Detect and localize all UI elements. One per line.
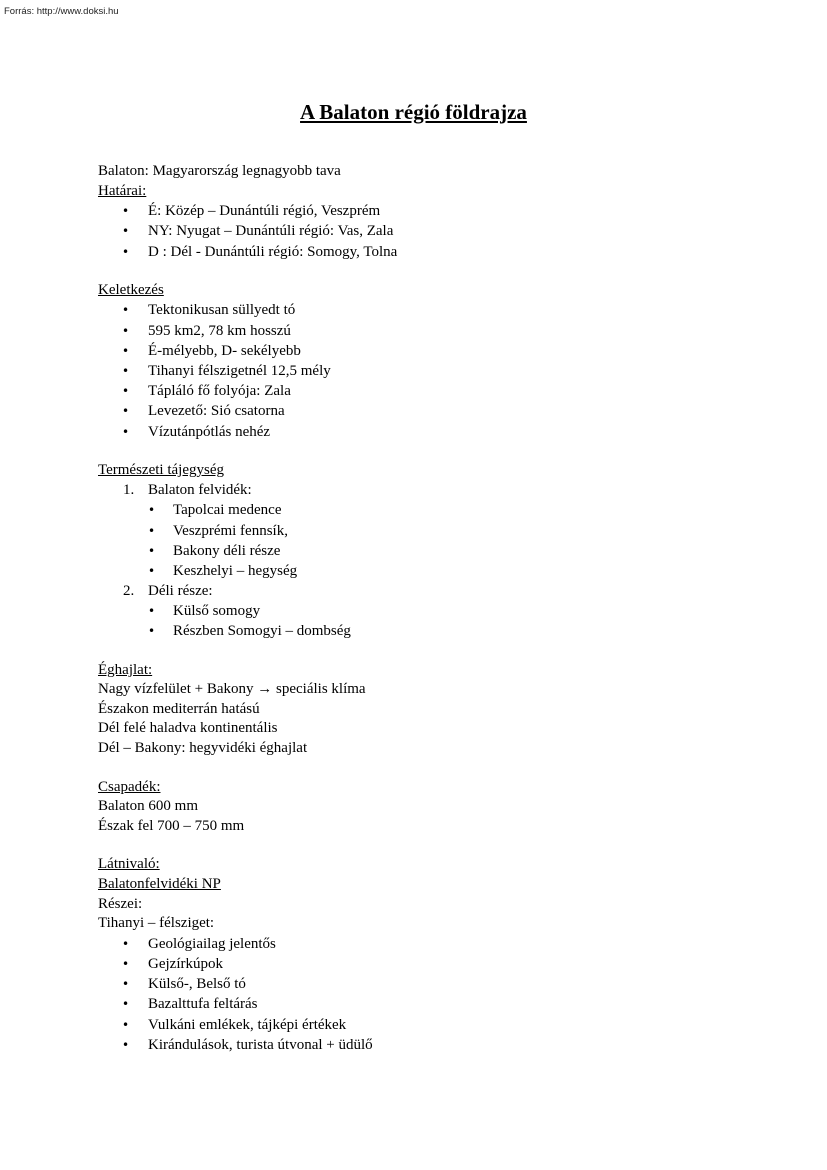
page-title: A Balaton régió földrajza bbox=[300, 100, 527, 124]
borders-list bbox=[98, 201, 738, 262]
climate-heading: Éghajlat: bbox=[98, 661, 153, 678]
parts-label: Részei: bbox=[98, 895, 143, 912]
climate-line: Dél felé haladva kontinentális bbox=[98, 720, 278, 737]
list-item: • Tektonikusan süllyedt tó bbox=[98, 300, 738, 320]
climate-line: Nagy vízfelület + Bakony → speciális klíma bbox=[98, 681, 366, 698]
list-item: • Vulkáni emlékek, tájképi értékek bbox=[98, 1015, 738, 1035]
source-attribution: Forrás: http://www.doksi.hu bbox=[4, 6, 119, 17]
landscape-group-1-list bbox=[98, 500, 738, 581]
list-item: • Tápláló fő folyója: Zala bbox=[98, 381, 738, 401]
national-park-name: Balatonfelvidéki NP bbox=[98, 875, 221, 892]
list-item: • Gejzírkúpok bbox=[98, 954, 738, 974]
list-item: • Tapolcai medence bbox=[98, 500, 738, 520]
group-number: 2. bbox=[123, 583, 135, 600]
origin-heading: Keletkezés bbox=[98, 281, 164, 298]
precipitation-heading: Csapadék: bbox=[98, 778, 161, 795]
landscape-group-2 bbox=[98, 581, 738, 601]
group-number: 1. bbox=[123, 482, 135, 499]
precipitation-line: Balaton 600 mm bbox=[98, 798, 198, 815]
list-item: • Levezető: Sió csatorna bbox=[98, 401, 738, 421]
list-item: • Veszprémi fennsík, bbox=[98, 521, 738, 541]
list-item: • Részben Somogyi – dombség bbox=[98, 621, 738, 641]
sights-heading: Látnivaló: bbox=[98, 856, 160, 873]
landscape-heading: Természeti tájegység bbox=[98, 461, 224, 478]
climate-line: Északon mediterrán hatású bbox=[98, 700, 260, 717]
list-item: • 595 km2, 78 km hosszú bbox=[98, 321, 738, 341]
list-item: • Vízutánpótlás nehéz bbox=[98, 422, 738, 442]
list-item: • É: Közép – Dunántúli régió, Veszprém bbox=[98, 201, 738, 221]
list-item: • Külső somogy bbox=[98, 601, 738, 621]
sights-list bbox=[98, 934, 738, 1055]
intro-line: Balaton: Magyarország legnagyobb tava bbox=[98, 163, 341, 179]
list-item: • Tihanyi félszigetnél 12,5 mély bbox=[98, 361, 738, 381]
landscape-group-1 bbox=[98, 480, 738, 500]
precipitation-line: Észak fel 700 – 750 mm bbox=[98, 817, 245, 834]
peninsula-label: Tihanyi – félsziget: bbox=[98, 915, 215, 932]
climate-line: Dél – Bakony: hegyvidéki éghajlat bbox=[98, 740, 308, 756]
list-item: • Bakony déli része bbox=[98, 541, 738, 561]
landscape-group-2-list bbox=[98, 601, 738, 641]
document-body bbox=[98, 162, 738, 1055]
list-item: • Geológiailag jelentős bbox=[98, 934, 738, 954]
list-item: • Bazalttufa feltárás bbox=[98, 994, 738, 1014]
list-item: • NY: Nyugat – Dunántúli régió: Vas, Zala bbox=[98, 221, 738, 241]
group-label: Déli része: bbox=[148, 583, 213, 600]
list-item: • Keszhelyi – hegység bbox=[98, 561, 738, 581]
list-item: • Kirándulások, turista útvonal + üdülő bbox=[98, 1035, 738, 1055]
list-item: • D : Dél - Dunántúli régió: Somogy, Tolna bbox=[98, 242, 738, 262]
group-label: Balaton felvidék: bbox=[148, 482, 252, 499]
list-item: • Külső-, Belső tó bbox=[98, 974, 738, 994]
origin-list bbox=[98, 300, 738, 441]
list-item: • É-mélyebb, D- sekélyebb bbox=[98, 341, 738, 361]
borders-heading: Határai: bbox=[98, 182, 147, 199]
